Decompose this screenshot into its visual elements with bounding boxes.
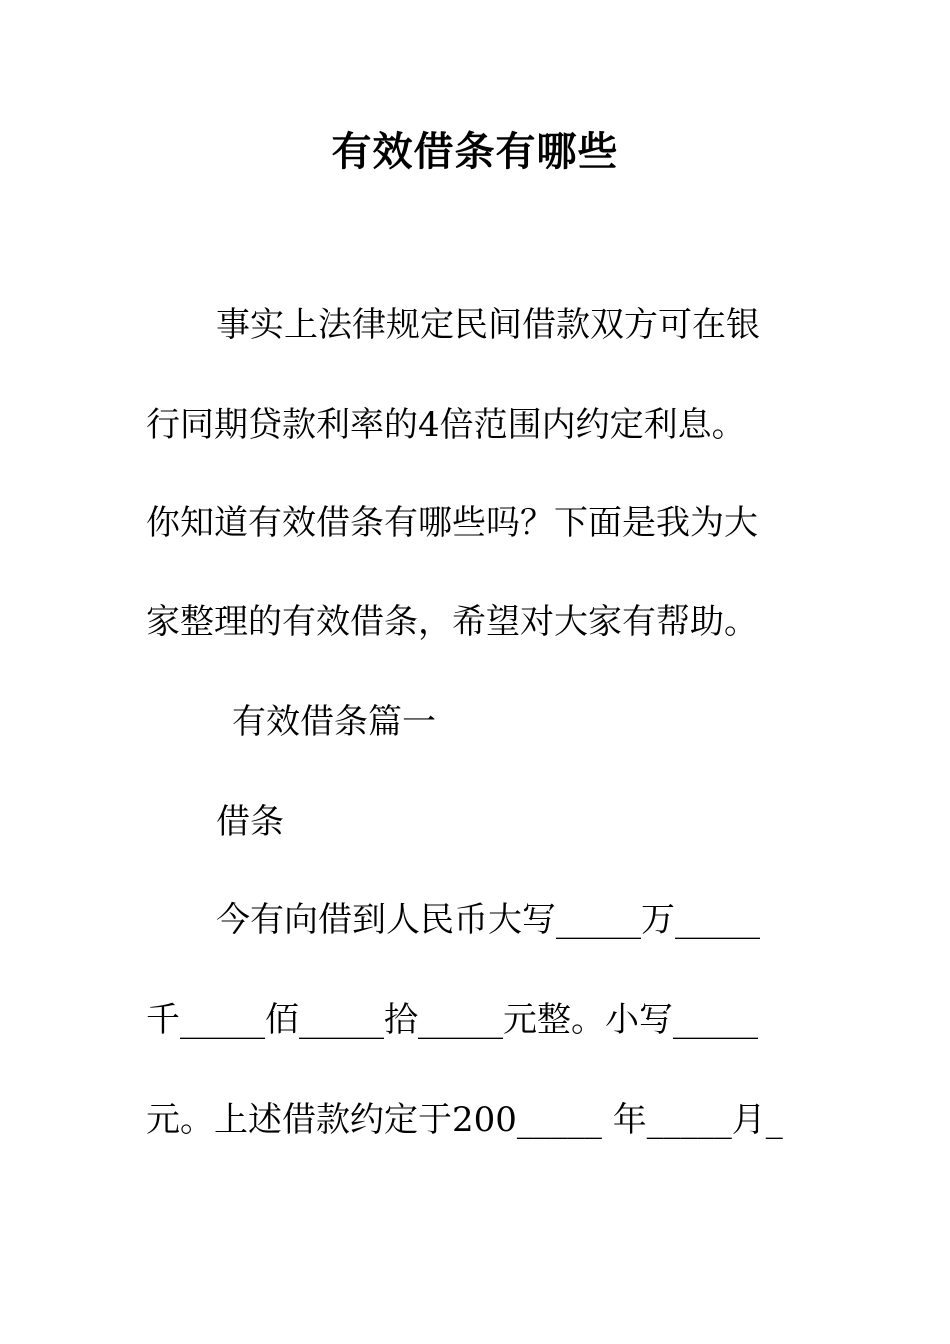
paragraph-line: 事实上法律规定民间借款双方可在银 [216,305,760,345]
paragraph-line: 行同期贷款利率的4倍范围内约定利息。 [146,405,746,445]
section-heading: 有效借条篇一 [232,702,436,742]
paragraph-line: 元。上述借款约定于200_____ 年_____月_ [146,1100,783,1140]
paragraph-line: 今有向借到人民币大写_____万_____ [216,900,760,940]
document-title: 有效借条有哪些 [331,128,619,175]
subheading: 借条 [216,802,284,842]
paragraph-line: 你知道有效借条有哪些吗？下面是我为大 [146,503,758,543]
paragraph-line: 千_____佰_____拾_____元整。小写_____ [146,1000,758,1040]
paragraph-line: 家整理的有效借条，希望对大家有帮助。 [146,602,758,642]
